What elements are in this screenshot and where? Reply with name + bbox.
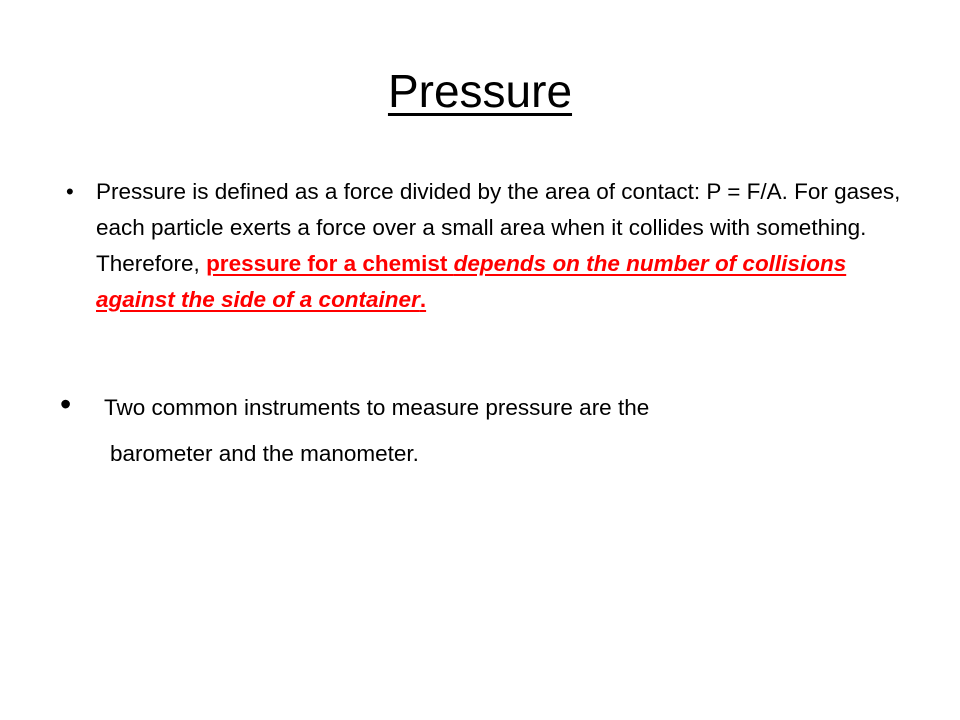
bullet-item-instruments xyxy=(60,386,924,472)
bullet-icon: • xyxy=(60,386,72,422)
emphasis-period: . xyxy=(419,287,427,312)
emphasis-plain: pressure for a chemist xyxy=(206,251,454,276)
slide-title-text: Pressure xyxy=(387,65,573,117)
bullet-definition-text: Pressure is defined as a force divided by the area of contact: P = F/A. For gases, each particle exerts a force over a small area when it collides with something. Therefore, xyxy=(96,179,901,276)
bullet-instruments-line-2: barometer and the manometer. xyxy=(110,441,419,466)
emphasis-italic: depends on the number of collisions against the side of a container xyxy=(96,251,847,312)
bullet-icon: • xyxy=(66,179,74,204)
bullet-item-definition xyxy=(66,174,906,318)
emphasis-text xyxy=(96,251,846,312)
slide-title xyxy=(0,60,960,122)
bullet-instruments-line-1: Two common instruments to measure pressure are the xyxy=(104,395,650,420)
